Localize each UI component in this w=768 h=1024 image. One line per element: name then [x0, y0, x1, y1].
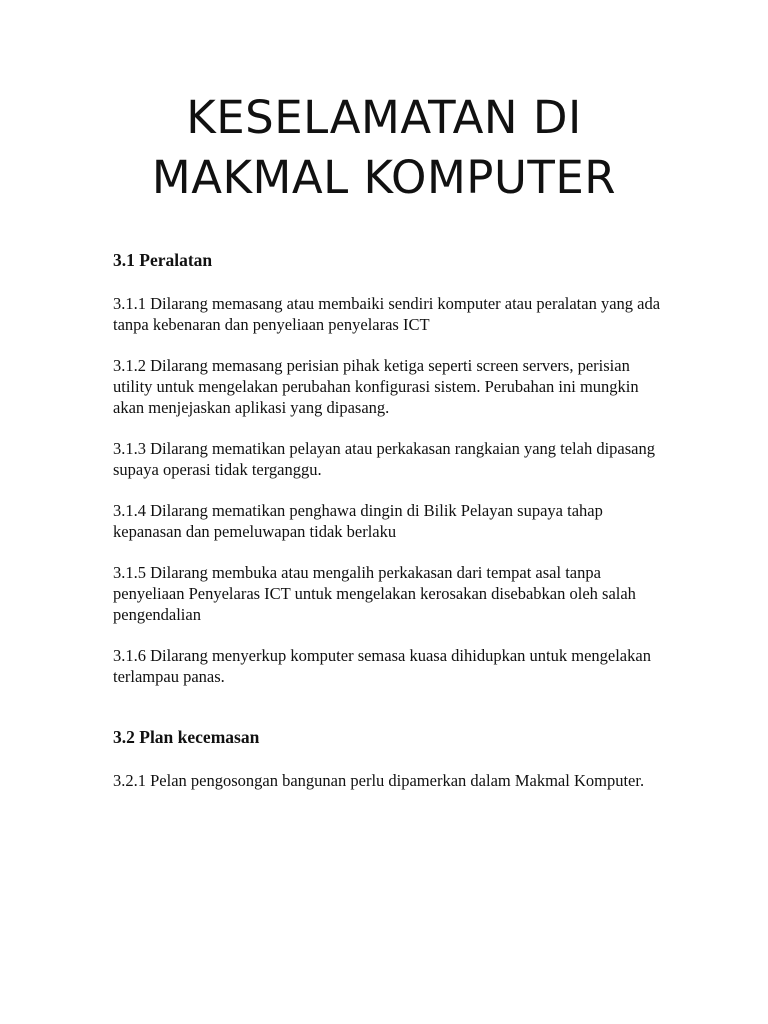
- section-heading-plan-kecemasan: 3.2 Plan kecemasan: [113, 727, 260, 747]
- title-line-2: MAKMAL KOMPUTER: [151, 151, 617, 204]
- section-heading-peralatan: 3.1 Peralatan: [113, 250, 213, 270]
- paragraph-3-1-6: 3.1.6 Dilarang menyerkup komputer semasa kuasa dihidupkan untuk mengelakan terlampau panas.: [113, 646, 651, 686]
- paragraph-3-1-1: 3.1.1 Dilarang memasang atau membaiki sendiri komputer atau peralatan yang ada tanpa kebenaran dan penyeliaan penyelaras ICT: [113, 294, 661, 334]
- paragraph-3-1-4: 3.1.4 Dilarang mematikan penghawa dingin di Bilik Pelayan supaya tahap kepanasan dan pemeluwapan tidak berlaku: [113, 501, 603, 541]
- paragraph-3-1-2: 3.1.2 Dilarang memasang perisian pihak ketiga seperti screen servers, perisian utility untuk mengelakan perubahan konfigurasi sistem. Perubahan ini mungkin akan menjejaskan aplikasi yang dipasang.: [113, 356, 639, 417]
- document-title: [0, 88, 768, 208]
- paragraph-3-2-1: 3.2.1 Pelan pengosongan bangunan perlu dipamerkan dalam Makmal Komputer.: [113, 771, 645, 790]
- paragraph-3-1-5: 3.1.5 Dilarang membuka atau mengalih perkakasan dari tempat asal tanpa penyeliaan Penyelaras ICT untuk mengelakan kerosakan disebabkan oleh salah pengendalian: [113, 563, 636, 624]
- title-line-1: KESELAMATAN DI: [186, 91, 582, 144]
- document-body: [113, 250, 673, 791]
- paragraph-3-1-3: 3.1.3 Dilarang mematikan pelayan atau perkakasan rangkaian yang telah dipasang supaya operasi tidak terganggu.: [113, 439, 655, 479]
